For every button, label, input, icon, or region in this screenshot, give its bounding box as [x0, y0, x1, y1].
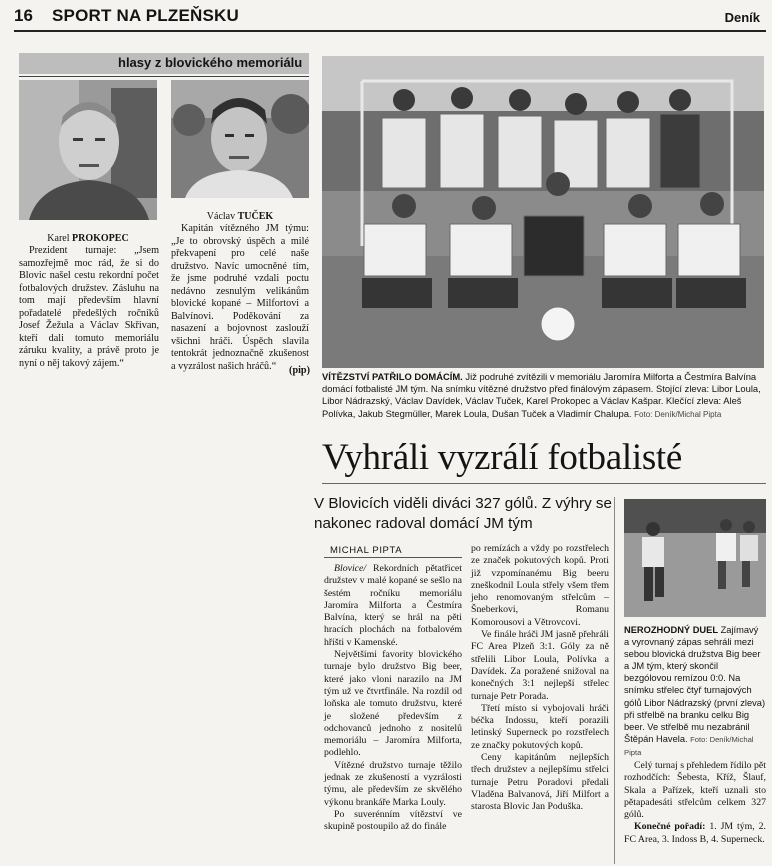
- duel-photo: [624, 499, 766, 617]
- column-divider: [614, 497, 615, 864]
- byline-rule: [324, 557, 462, 558]
- portrait-tucek-name: Václav TUČEK: [206, 211, 274, 222]
- article-column-3: Celý turnaj s přehledem řídilo pět rozhodčích: Šebesta, Kříž, Šlauf, Skala a Pařízek, kteří uznali sto pětapadesáti střelcům celkem 327 gólů. Konečné pořadí: 1. JM tým, 2. FC Area, 3. Indoss B, 4. Superneck.: [624, 760, 766, 845]
- portrait-prokopec-name: Karel PROKOPEC: [47, 233, 129, 244]
- quote-prokopec: Prezident turnaje: „Jsem samozřejmě moc rád, že si do Blovic našel cestu rekordní počet fotbalových družstev. Zásluhu na tom mají především hlavní pořadatelé předešlých ročníků Josef Žežula a Václav Skřivan, kteří dali tomuto memoriálu záruku kvality, a právě proto je nyní o něj takový zájem.“: [19, 245, 159, 369]
- team-photo-caption: VÍTĚZSTVÍ PATŘILO DOMÁCÍM. Již podruhé zvítězili v memoriálu Jaromíra Milforta a Čestmíra Balvína domácí fotbalisté JM tým. Na snímku vítězné družstvo před finálovým zápasem. Stojící zleva: Libor Loula, Libor Nádrazský, Václav Davídek, Václav Tuček, Karel Prokopec a Václav Kašpar. Klečící zleva: Aleš Polívka, Jakub Stegmüller, Marek Loula, Dušan Tuček a Vladimír Chalupa. Foto: Deník/Michal Pipta: [322, 371, 761, 419]
- portrait-prokopec: [19, 80, 157, 220]
- brand-logo: Deník: [724, 10, 760, 25]
- duel-photo-caption: NEROZHODNÝ DUEL Zajímavý a vyrovnaný zápas sehráli mezi sebou blovická družstva Big beer a JM tým, který skončil bezgólovou remízou 0:0. Na snímku střelec čtyř turnajových gólů Libor Nádrazský (první zleva) při střelbě na branku celku Big beer. Ve střelbě mu nezabránil Štěpán Havela. Foto: Deník/Michal Pipta: [624, 625, 766, 757]
- byline: MICHAL PIPTA: [330, 545, 403, 556]
- page-number: 16: [14, 6, 33, 25]
- quote-signature: (pip): [289, 365, 310, 376]
- voices-title: hlasy z blovického memoriálu: [118, 55, 303, 70]
- team-photo: [322, 56, 764, 368]
- article-column-2: po remízách a vždy po rozstřelech ze značek pokutových kopů. Proti již vzpomínanému Big beeru zneškodnil Loula střely všem třem jeho renomovaným střelcům – Šneberkovi, Romanu Komorousovi a Větrovcovi. Ve finále hráči JM jasně přehráli FC Area Plzeň 3:1. Góly za ně střelili Libor Loula, Polívka a Davídek. Za poražené snižoval na konečných 3:1 nejlepší střelec turnaje Petr Porada. Třetí místo si vybojovali hráči béčka Indossu, kteří porazili letinský Superneck po rozstřelech ze značky pokutových kopů. Ceny kapitánům nejlepších třech družstev a nejlepšímu střelci turnaje Petru Poradovi předali Vladěna Balvanová, Jiří Milfort a starosta Blovic Jan Poduška.: [471, 543, 609, 813]
- headline: Vyhráli vyzrálí fotbalisté: [322, 437, 683, 478]
- quote-tucek: Kapitán vítězného JM týmu: „Je to obrovský úspěch a milé překvapení pro celé naše družstvo. Navíc umocněné tím, že jsme podruhé vzdali poctu nedávno zesnulým velikánům blovické kopané – Milfortovi a Balvínovi. Poděkování za nasazení a bojovnost zaslouží všichni hráči. Úspěch slavila tentokrát jednoznačně zkušenost a vyzrálost našich hráčů.“: [171, 223, 309, 372]
- article-column-1: Blovice/ Rekordních pětatřicet družstev v malé kopané se sešlo na šestém ročníku memoriálu Jaromíra Milforta a Čestmíra Balvína, který se hrál na pěti hracích plochách na fotbalovém hřišti v Kamenské. Největšími favority blovického turnaje bylo družstvo Big beer, které jako vloni narazilo na JM tým už ve čtvrtfinále. Na rozdíl od loňska ale tomuto družstvu, které je složené především z odchovanců jednoho z nositelů memoriálu – Jaromíra Milforta, podlehlo. Vítězné družstvo turnaje těžilo jednak ze zkušeností a vyzrálosti týmu, ale především ze skvělého výkonu brankáře Marka Louly. Po suverénním vítězství ve skupině postoupilo až do finále: [324, 563, 462, 833]
- subheadline: V Blovicích viděli diváci 327 gólů. Z výhry se nakonec radoval domácí JM tým: [314, 495, 612, 532]
- section-title: SPORT NA PLZEŇSKU: [52, 6, 239, 25]
- headline-rule: [322, 483, 766, 484]
- masthead-rule: [14, 30, 766, 32]
- portrait-tucek: [171, 80, 309, 198]
- voices-rule: [19, 76, 309, 77]
